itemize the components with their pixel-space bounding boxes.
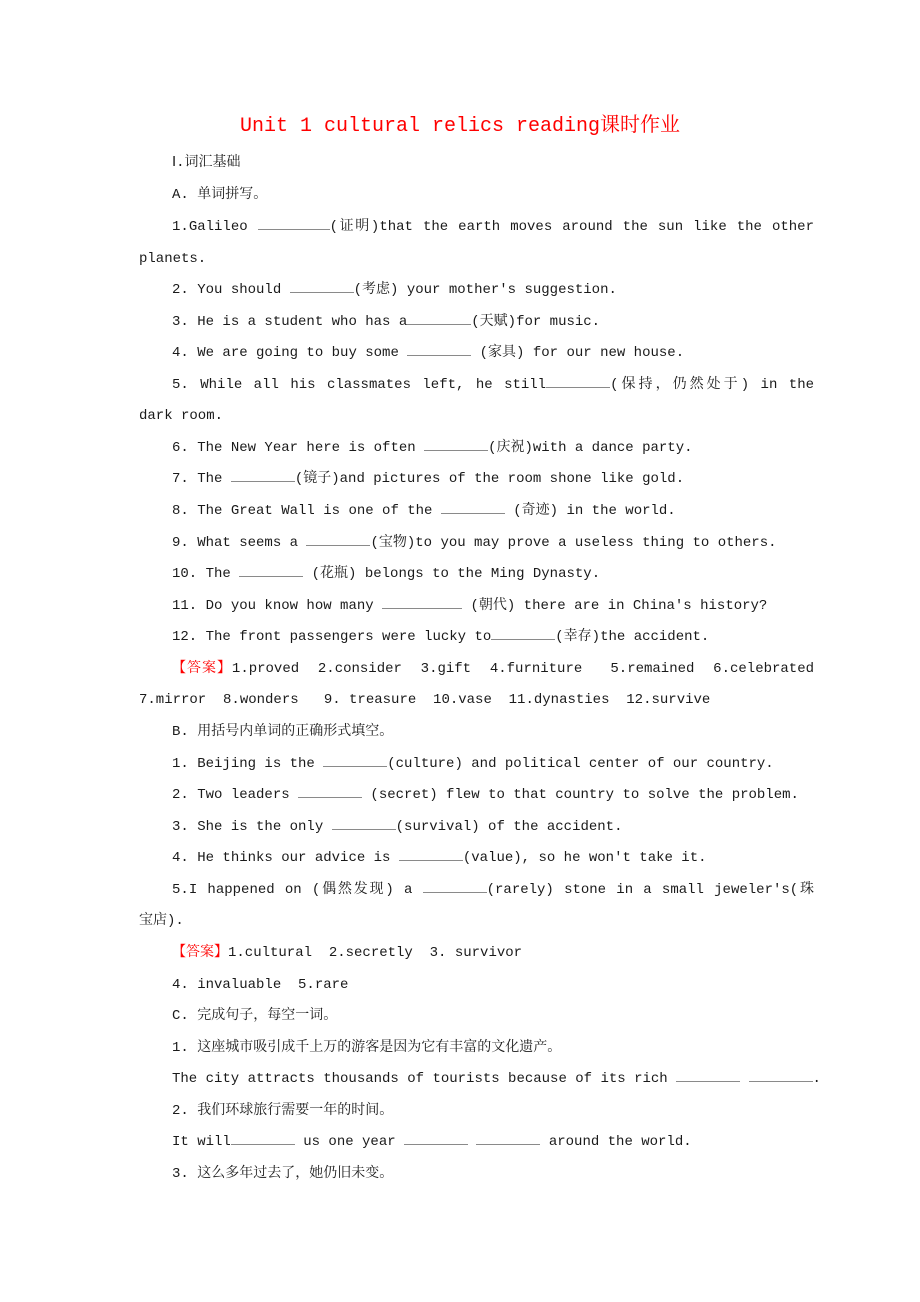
answer-blank[interactable] bbox=[546, 375, 610, 388]
item-hint: (花瓶) bbox=[303, 566, 357, 582]
part-b-item-4 bbox=[139, 848, 814, 868]
part-a-item-10 bbox=[139, 564, 814, 584]
answer-blank[interactable] bbox=[749, 1069, 813, 1082]
answer-blank[interactable] bbox=[476, 1132, 540, 1145]
answer-blank[interactable] bbox=[399, 848, 463, 861]
item-text: flew to that country to solve the problem. bbox=[437, 787, 799, 803]
item-text: It will bbox=[172, 1134, 231, 1150]
item-text: the accident. bbox=[600, 629, 710, 645]
item-hint: (secret) bbox=[362, 787, 438, 803]
item-number: 12. bbox=[172, 629, 198, 645]
item-number: 2. bbox=[172, 787, 189, 803]
part-c-item-2-chinese bbox=[139, 1101, 814, 1121]
part-a-item-7 bbox=[139, 469, 814, 489]
item-hint: (rarely) bbox=[486, 882, 554, 898]
item-number: 2. bbox=[172, 282, 189, 298]
item-text: He thinks our advice is bbox=[188, 850, 399, 866]
item-number: 1. bbox=[172, 1040, 189, 1056]
part-a-item-4 bbox=[139, 343, 814, 363]
part-a-item-3 bbox=[139, 312, 814, 332]
part-b-heading-text: B. 用括号内单词的正确形式填空。 bbox=[172, 724, 394, 740]
item-number: 1. bbox=[172, 219, 189, 235]
part-c-heading bbox=[139, 1006, 814, 1026]
answer-blank[interactable] bbox=[258, 217, 330, 230]
item-text: What seems a bbox=[188, 535, 307, 551]
part-b-item-3 bbox=[139, 817, 814, 837]
item-text: Two leaders bbox=[188, 787, 299, 803]
item-text: 宝店). bbox=[139, 913, 184, 929]
answer-blank[interactable] bbox=[306, 533, 370, 546]
item-number: 3. bbox=[172, 819, 189, 835]
item-text: dark room. bbox=[139, 408, 224, 424]
item-text: The city attracts thousands of tourists because of its rich bbox=[172, 1071, 677, 1087]
item-text: Beijing is the bbox=[188, 756, 324, 772]
part-a-item-6 bbox=[139, 438, 814, 458]
item-number: 5. bbox=[172, 377, 189, 393]
item-chinese: 我们环球旅行需要一年的时间。 bbox=[188, 1103, 394, 1119]
item-text: Do you know how many bbox=[197, 598, 383, 614]
item-number: 6. bbox=[172, 440, 189, 456]
item-text: in the bbox=[749, 377, 814, 393]
item-chinese: 这么多年过去了，她仍旧未变。 bbox=[188, 1166, 394, 1182]
item-text: I happened on (偶然发现) a bbox=[188, 882, 423, 898]
item-text: around the world. bbox=[540, 1134, 692, 1150]
part-b-heading bbox=[139, 722, 814, 742]
item-text: You should bbox=[188, 282, 290, 298]
item-number: 4. bbox=[172, 850, 189, 866]
item-text: We are going to buy some bbox=[188, 345, 408, 361]
item-hint: (survival) bbox=[395, 819, 480, 835]
item-text: , so he won't take it. bbox=[521, 850, 707, 866]
answer-blank[interactable] bbox=[441, 501, 505, 514]
item-text: The bbox=[197, 566, 240, 582]
item-text: . bbox=[812, 1071, 821, 1087]
answer-text: 1.cultural 2.secretly 3. survivor bbox=[228, 945, 523, 961]
answer-blank[interactable] bbox=[382, 596, 462, 609]
answer-blank[interactable] bbox=[407, 312, 471, 325]
part-a-item-11 bbox=[139, 596, 814, 616]
answer-blank[interactable] bbox=[407, 343, 471, 356]
part-a-answers-cont bbox=[139, 690, 781, 710]
item-text: for music. bbox=[516, 314, 601, 330]
part-a-item-8 bbox=[139, 501, 814, 521]
answer-blank[interactable] bbox=[298, 785, 362, 798]
item-chinese: 这座城市吸引成千上万的游客是因为它有丰富的文化遗产。 bbox=[188, 1040, 562, 1056]
part-a-item-9 bbox=[139, 533, 814, 553]
item-text: in the world. bbox=[558, 503, 676, 519]
answer-text: 4. invaluable 5.rare bbox=[172, 977, 349, 993]
item-hint: (朝代) bbox=[462, 598, 516, 614]
item-text: The New Year here is often bbox=[188, 440, 425, 456]
item-text: with a dance party. bbox=[532, 440, 693, 456]
item-number: 3. bbox=[172, 1166, 189, 1182]
answer-blank[interactable] bbox=[231, 469, 295, 482]
part-b-item-1 bbox=[139, 754, 814, 774]
answer-blank[interactable] bbox=[491, 627, 555, 640]
item-hint: (保持，仍然处于) bbox=[610, 377, 750, 393]
part-a-item-12 bbox=[139, 627, 814, 647]
item-number: 7. bbox=[172, 471, 189, 487]
part-c-item-1-english bbox=[139, 1069, 821, 1089]
item-hint: (宝物) bbox=[370, 535, 416, 551]
part-a-item-5 bbox=[139, 375, 814, 395]
item-number: 5. bbox=[172, 882, 189, 898]
part-b-answers bbox=[139, 943, 814, 963]
answer-text: 1.proved 2.consider 3.gift 4.furniture 5.remained 6.celebrated bbox=[231, 661, 814, 677]
answer-blank[interactable] bbox=[239, 564, 303, 577]
item-hint: (value) bbox=[462, 850, 522, 866]
part-b-item-5-cont bbox=[139, 911, 781, 931]
item-text: belongs to the Ming Dynasty. bbox=[356, 566, 601, 582]
document-title: Unit 1 cultural relics reading课时作业 bbox=[239, 115, 681, 138]
item-text: stone in a small jeweler's(珠 bbox=[553, 882, 814, 898]
item-text: The Great Wall is one of the bbox=[188, 503, 441, 519]
answer-blank[interactable] bbox=[231, 1132, 295, 1145]
item-hint: (镜子) bbox=[294, 471, 340, 487]
answer-blank[interactable] bbox=[424, 438, 488, 451]
item-text: The front passengers were lucky to bbox=[197, 629, 492, 645]
section-heading bbox=[139, 153, 814, 173]
part-b-item-5 bbox=[139, 880, 814, 900]
answer-text: 7.mirror 8.wonders 9. treasure 10.vase 11.dynasties 12.survive bbox=[139, 692, 711, 708]
item-text: While all his classmates left, he still bbox=[188, 377, 547, 393]
answer-blank[interactable] bbox=[423, 880, 487, 893]
part-c-heading-text: C. 完成句子，每空一词。 bbox=[172, 1008, 338, 1024]
part-a-answers bbox=[139, 659, 814, 679]
item-number: 4. bbox=[172, 345, 189, 361]
item-number: 11. bbox=[172, 598, 198, 614]
answer-blank[interactable] bbox=[332, 817, 396, 830]
answer-blank[interactable] bbox=[290, 280, 354, 293]
item-hint: (culture) bbox=[387, 756, 463, 772]
part-a-item-1 bbox=[139, 217, 814, 237]
part-c-item-1-chinese bbox=[139, 1038, 814, 1058]
part-a-heading-text: A. 单词拼写。 bbox=[172, 187, 268, 203]
answer-blank[interactable] bbox=[323, 754, 387, 767]
part-c-item-2-english bbox=[139, 1132, 814, 1152]
item-number: 1. bbox=[172, 756, 189, 772]
item-number: 2. bbox=[172, 1103, 189, 1119]
section-heading-text: Ⅰ.词汇基础 bbox=[172, 155, 241, 171]
item-text: us one year bbox=[294, 1134, 405, 1150]
item-text: and political center of our country. bbox=[462, 756, 774, 772]
part-a-item-5-cont bbox=[139, 406, 781, 426]
item-text: your mother's suggestion. bbox=[398, 282, 617, 298]
item-text: Galileo bbox=[188, 219, 258, 235]
item-text: to you may prove a useless thing to others. bbox=[415, 535, 777, 551]
item-text: and pictures of the room shone like gold. bbox=[339, 471, 685, 487]
item-number: 3. bbox=[172, 314, 189, 330]
item-number: 8. bbox=[172, 503, 189, 519]
item-hint: (考虑) bbox=[353, 282, 399, 298]
item-text: of the accident. bbox=[479, 819, 623, 835]
item-number: 9. bbox=[172, 535, 189, 551]
item-text: there are in China's history? bbox=[515, 598, 768, 614]
item-text: planets. bbox=[139, 251, 207, 267]
item-hint: (证明) bbox=[329, 219, 380, 235]
part-c-item-3-chinese bbox=[139, 1164, 814, 1184]
item-text: She is the only bbox=[188, 819, 332, 835]
answer-tag: 【答案】 bbox=[172, 661, 232, 677]
item-text: He is a student who has a bbox=[188, 314, 408, 330]
part-a-item-1-cont bbox=[139, 249, 781, 269]
part-b-item-2 bbox=[139, 785, 814, 805]
answer-blank[interactable] bbox=[676, 1069, 740, 1082]
answer-blank[interactable] bbox=[404, 1132, 468, 1145]
item-hint: (幸存) bbox=[555, 629, 601, 645]
answer-tag: 【答案】 bbox=[172, 945, 228, 961]
part-b-answers-cont bbox=[139, 975, 814, 995]
part-a-heading bbox=[139, 185, 814, 205]
item-text: for our new house. bbox=[524, 345, 685, 361]
item-hint: (天赋) bbox=[471, 314, 517, 330]
item-hint: (奇迹) bbox=[504, 503, 559, 519]
item-hint: (家具) bbox=[471, 345, 525, 361]
part-a-item-2 bbox=[139, 280, 814, 300]
item-text: The bbox=[188, 471, 231, 487]
item-text: that the earth moves around the sun like the other bbox=[379, 219, 814, 235]
item-hint: (庆祝) bbox=[488, 440, 533, 456]
item-number: 10. bbox=[172, 566, 198, 582]
